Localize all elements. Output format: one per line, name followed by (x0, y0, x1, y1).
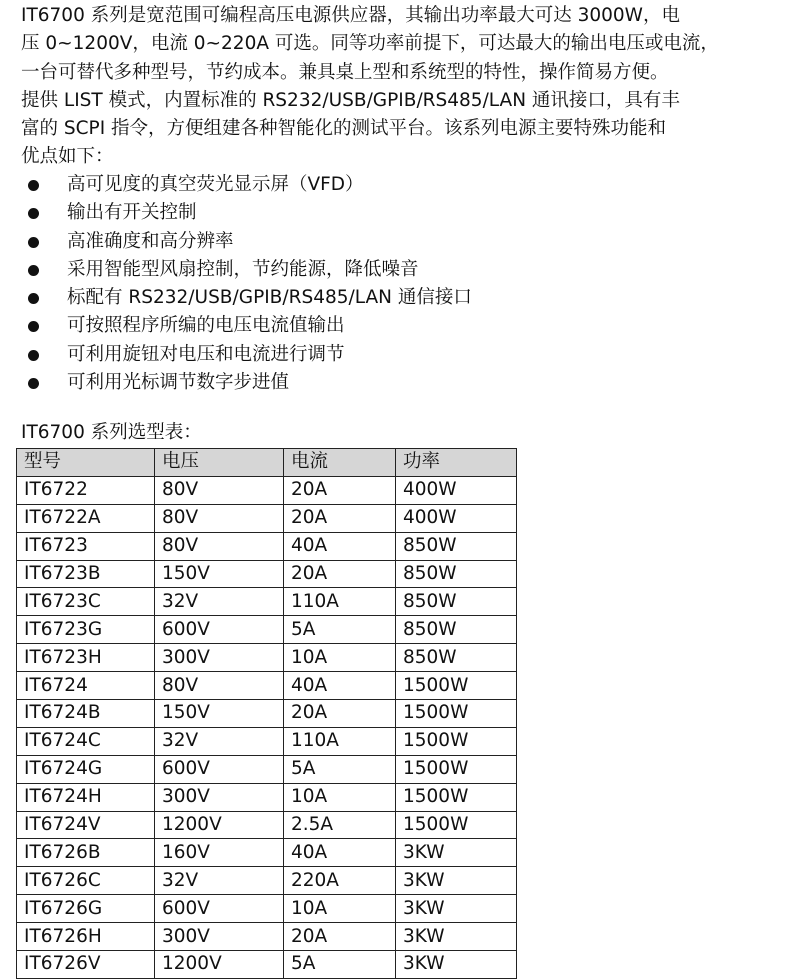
table-row (17, 476, 517, 504)
cell-current: 10A (284, 783, 396, 811)
intro-line: 优点如下： (21, 146, 114, 168)
cell-model: IT6726V (17, 951, 155, 979)
cell-voltage: 600V (155, 755, 284, 783)
cell-current: 110A (284, 727, 396, 755)
cell-model: IT6723H (17, 644, 155, 672)
table-row (17, 755, 517, 783)
cell-power: 1500W (396, 811, 517, 839)
cell-power: 400W (396, 504, 517, 532)
bullet-dot-icon (28, 350, 39, 361)
header-model: 型号 (17, 449, 155, 477)
cell-model: IT6723G (17, 616, 155, 644)
cell-voltage: 300V (155, 644, 284, 672)
cell-voltage: 32V (155, 588, 284, 616)
feature-text: 采用智能型风扇控制，节约能源，降低噪音 (67, 258, 419, 280)
cell-model: IT6726G (17, 895, 155, 923)
cell-current: 20A (284, 560, 396, 588)
feature-text: 输出有开关控制 (67, 202, 197, 224)
intro-line: 压 0~1200V，电流 0~220A 可选。同等功率前提下，可达最大的输出电压或电流， (21, 33, 719, 55)
cell-current: 5A (284, 755, 396, 783)
cell-model: IT6726B (17, 839, 155, 867)
table-body (17, 476, 517, 978)
bullet-dot-icon (28, 180, 39, 191)
table-row (17, 644, 517, 672)
cell-current: 5A (284, 951, 396, 979)
cell-model: IT6724 (17, 672, 155, 700)
cell-model: IT6726C (17, 867, 155, 895)
table-row (17, 700, 517, 728)
cell-model: IT6722A (17, 504, 155, 532)
intro-paragraph (21, 2, 781, 172)
bullet-dot-icon (28, 378, 39, 389)
cell-voltage: 80V (155, 532, 284, 560)
table-title: IT6700 系列选型表： (21, 422, 202, 443)
cell-current: 110A (284, 588, 396, 616)
intro-line: 提供 LIST 模式，内置标准的 RS232/USB/GPIB/RS485/LAN 通讯接口，具有丰 (21, 89, 680, 111)
table-row (17, 504, 517, 532)
cell-power: 850W (396, 644, 517, 672)
header-current: 电流 (284, 449, 396, 477)
cell-current: 220A (284, 867, 396, 895)
table-header-row (17, 449, 517, 477)
cell-power: 850W (396, 616, 517, 644)
cell-voltage: 300V (155, 783, 284, 811)
cell-model: IT6724V (17, 811, 155, 839)
cell-power: 1500W (396, 700, 517, 728)
feature-text: 高可见度的真空荧光显示屏（VFD） (67, 174, 364, 195)
header-power: 功率 (396, 449, 517, 477)
bullet-dot-icon (28, 293, 39, 304)
cell-voltage: 160V (155, 839, 284, 867)
feature-text: 可利用旋钮对电压和电流进行调节 (67, 343, 345, 365)
cell-model: IT6724B (17, 700, 155, 728)
table-row (17, 923, 517, 951)
cell-model: IT6723C (17, 588, 155, 616)
cell-power: 850W (396, 532, 517, 560)
table-row (17, 895, 517, 923)
cell-voltage: 300V (155, 923, 284, 951)
bullet-dot-icon (28, 237, 39, 248)
feature-text: 可利用光标调节数字步进值 (67, 372, 290, 394)
intro-line: 富的 SCPI 指令，方便组建各种智能化的测试平台。该系列电源主要特殊功能和 (21, 118, 667, 140)
cell-power: 1500W (396, 672, 517, 700)
cell-model: IT6722 (17, 476, 155, 504)
cell-voltage: 1200V (155, 951, 284, 979)
cell-model: IT6723B (17, 560, 155, 588)
table-row (17, 783, 517, 811)
cell-voltage: 150V (155, 560, 284, 588)
cell-power: 850W (396, 560, 517, 588)
table-row (17, 616, 517, 644)
cell-current: 2.5A (284, 811, 396, 839)
cell-current: 20A (284, 923, 396, 951)
table-row (17, 727, 517, 755)
cell-power: 850W (396, 588, 517, 616)
feature-item (21, 369, 781, 397)
feature-item (21, 199, 781, 227)
bullet-dot-icon (28, 321, 39, 332)
cell-model: IT6726H (17, 923, 155, 951)
feature-list (21, 171, 781, 397)
table-row (17, 560, 517, 588)
cell-voltage: 600V (155, 616, 284, 644)
cell-power: 3KW (396, 923, 517, 951)
cell-voltage: 1200V (155, 811, 284, 839)
cell-current: 20A (284, 504, 396, 532)
feature-text: 标配有 RS232/USB/GPIB/RS485/LAN 通信接口 (67, 287, 472, 309)
bullet-dot-icon (28, 208, 39, 219)
cell-current: 40A (284, 839, 396, 867)
cell-voltage: 80V (155, 504, 284, 532)
cell-current: 5A (284, 616, 396, 644)
intro-line: 一台可替代多种型号，节约成本。兼具桌上型和系统型的特性，操作简易方便。 (21, 61, 669, 83)
model-selection-table (16, 448, 517, 979)
cell-power: 3KW (396, 839, 517, 867)
cell-current: 10A (284, 644, 396, 672)
bullet-dot-icon (28, 265, 39, 276)
table-row (17, 867, 517, 895)
cell-model: IT6723 (17, 532, 155, 560)
cell-power: 1500W (396, 727, 517, 755)
cell-voltage: 150V (155, 700, 284, 728)
feature-text: 高准确度和高分辨率 (67, 230, 234, 252)
feature-item (21, 312, 781, 340)
feature-item (21, 341, 781, 369)
cell-current: 40A (284, 672, 396, 700)
table-row (17, 532, 517, 560)
cell-power: 400W (396, 476, 517, 504)
cell-power: 3KW (396, 867, 517, 895)
cell-power: 1500W (396, 755, 517, 783)
feature-text: 可按照程序所编的电压电流值输出 (67, 315, 345, 337)
cell-voltage: 600V (155, 895, 284, 923)
cell-voltage: 32V (155, 867, 284, 895)
cell-power: 3KW (396, 951, 517, 979)
cell-voltage: 80V (155, 476, 284, 504)
cell-model: IT6724H (17, 783, 155, 811)
table-row (17, 588, 517, 616)
feature-item (21, 256, 781, 284)
table-row (17, 951, 517, 979)
cell-current: 20A (284, 700, 396, 728)
cell-voltage: 32V (155, 727, 284, 755)
table-row (17, 811, 517, 839)
cell-power: 1500W (396, 783, 517, 811)
cell-power: 3KW (396, 895, 517, 923)
cell-model: IT6724G (17, 755, 155, 783)
table-row (17, 672, 517, 700)
intro-line: IT6700 系列是宽范围可编程高压电源供应器，其输出功率最大可达 3000W，电 (21, 5, 680, 26)
table-row (17, 839, 517, 867)
header-voltage: 电压 (155, 449, 284, 477)
cell-current: 20A (284, 476, 396, 504)
feature-item (21, 228, 781, 256)
cell-current: 10A (284, 895, 396, 923)
feature-item (21, 171, 781, 199)
feature-item (21, 284, 781, 312)
cell-model: IT6724C (17, 727, 155, 755)
cell-current: 40A (284, 532, 396, 560)
cell-voltage: 80V (155, 672, 284, 700)
